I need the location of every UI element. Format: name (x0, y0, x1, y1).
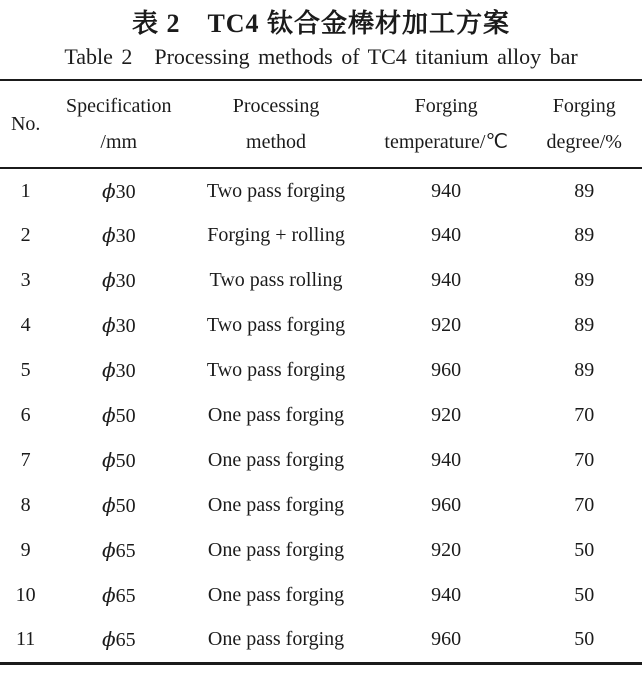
phi-symbol: ϕ (101, 493, 116, 517)
header-processing-method: Processing method (232, 95, 320, 153)
table-caption-chinese: 表 2 TC4 钛合金棒材加工方案 (131, 9, 511, 38)
header-forging-degree: Forging degree/% (546, 95, 622, 153)
cell-specification (51, 573, 186, 618)
cell-forging-temperature: 940 (431, 179, 462, 202)
cell-no: 2 (20, 224, 31, 246)
cell-no: 1 (20, 179, 31, 202)
cell-forging-temperature: 960 (431, 359, 462, 381)
table-row (0, 483, 642, 528)
cell-no: 6 (20, 404, 31, 426)
spec-value: 50 (115, 495, 136, 517)
spec-value: 30 (115, 270, 136, 292)
cell-processing-method: Two pass forging (206, 314, 346, 336)
cell-no: 10 (15, 584, 36, 606)
cell-specification (51, 618, 186, 663)
cell-forging-temperature: 920 (431, 314, 462, 336)
cell-forging-degree: 89 (574, 269, 595, 291)
cell-processing-method: Two pass rolling (209, 269, 343, 291)
phi-symbol: ϕ (101, 538, 116, 562)
cell-forging-degree: 70 (574, 494, 595, 516)
table-row (0, 438, 642, 483)
spec-value: 65 (115, 585, 136, 607)
cell-specification (51, 483, 186, 528)
table-row (0, 213, 642, 258)
cell-processing-method: One pass forging (207, 494, 345, 516)
cell-specification (51, 438, 186, 483)
header-specification: Specification /mm (66, 95, 172, 153)
table-row (0, 573, 642, 618)
cell-forging-temperature: 960 (431, 494, 462, 516)
phi-symbol: ϕ (101, 268, 116, 292)
table-row (0, 303, 642, 348)
cell-no: 11 (16, 628, 36, 651)
header-no-label: No. (10, 113, 41, 135)
spec-value: 50 (115, 450, 136, 472)
cell-processing-method: Two pass forging (206, 359, 346, 381)
cell-no: 3 (20, 269, 31, 291)
cell-no: 8 (20, 494, 31, 516)
cell-forging-degree: 89 (574, 179, 595, 202)
phi-symbol: ϕ (101, 627, 116, 652)
processing-methods-table (0, 79, 642, 665)
cell-specification (51, 213, 186, 258)
cell-processing-method: Forging + rolling (207, 224, 345, 246)
phi-symbol: ϕ (101, 583, 116, 607)
cell-no: 9 (20, 539, 31, 561)
cell-forging-degree: 89 (574, 359, 595, 381)
cell-processing-method: One pass forging (207, 404, 345, 426)
table-row (0, 528, 642, 573)
spec-value: 65 (115, 540, 136, 562)
cell-processing-method: One pass forging (207, 628, 345, 651)
cell-specification (51, 168, 186, 213)
spec-value: 30 (115, 180, 136, 203)
cell-forging-degree: 89 (574, 314, 595, 336)
phi-symbol: ϕ (101, 178, 116, 203)
table-row (0, 618, 642, 663)
cell-no: 7 (20, 449, 31, 471)
table-row (0, 258, 642, 303)
cell-processing-method: One pass forging (207, 539, 345, 561)
cell-forging-temperature: 940 (431, 584, 462, 606)
cell-forging-degree: 70 (574, 404, 595, 426)
phi-symbol: ϕ (101, 448, 116, 472)
header-row (0, 80, 642, 168)
cell-no: 5 (20, 359, 31, 381)
table-row (0, 348, 642, 393)
cell-forging-degree: 50 (574, 539, 595, 561)
spec-value: 30 (115, 315, 136, 337)
table-caption-english: Table 2 Processing methods of TC4 titanium alloy bar (64, 44, 578, 69)
cell-forging-temperature: 960 (431, 628, 462, 651)
cell-specification (51, 393, 186, 438)
table-header (0, 80, 642, 168)
cell-processing-method: One pass forging (207, 584, 345, 606)
cell-specification (51, 303, 186, 348)
header-forging-temperature: Forging temperature/℃ (384, 95, 508, 153)
header-no (0, 80, 51, 168)
table-row (0, 393, 642, 438)
cell-specification (51, 348, 186, 393)
spec-value: 65 (115, 629, 136, 652)
cell-specification (51, 258, 186, 303)
cell-forging-temperature: 940 (431, 224, 462, 246)
cell-forging-temperature: 940 (431, 269, 462, 291)
cell-specification (51, 528, 186, 573)
table-body (0, 168, 642, 663)
cell-no: 4 (20, 314, 31, 336)
table-row (0, 168, 642, 213)
cell-processing-method: One pass forging (207, 449, 345, 471)
spec-value: 50 (115, 405, 136, 427)
phi-symbol: ϕ (101, 358, 116, 382)
cell-forging-degree: 50 (574, 584, 595, 606)
cell-forging-temperature: 920 (431, 404, 462, 426)
phi-symbol: ϕ (101, 403, 116, 427)
cell-forging-temperature: 920 (431, 539, 462, 561)
cell-forging-degree: 89 (574, 224, 595, 246)
phi-symbol: ϕ (101, 223, 116, 247)
phi-symbol: ϕ (101, 313, 116, 337)
spec-value: 30 (115, 360, 136, 382)
cell-forging-temperature: 940 (431, 449, 462, 471)
spec-value: 30 (115, 225, 136, 247)
cell-forging-degree: 50 (574, 628, 595, 651)
cell-processing-method: Two pass forging (206, 179, 346, 202)
cell-forging-degree: 70 (574, 449, 595, 471)
